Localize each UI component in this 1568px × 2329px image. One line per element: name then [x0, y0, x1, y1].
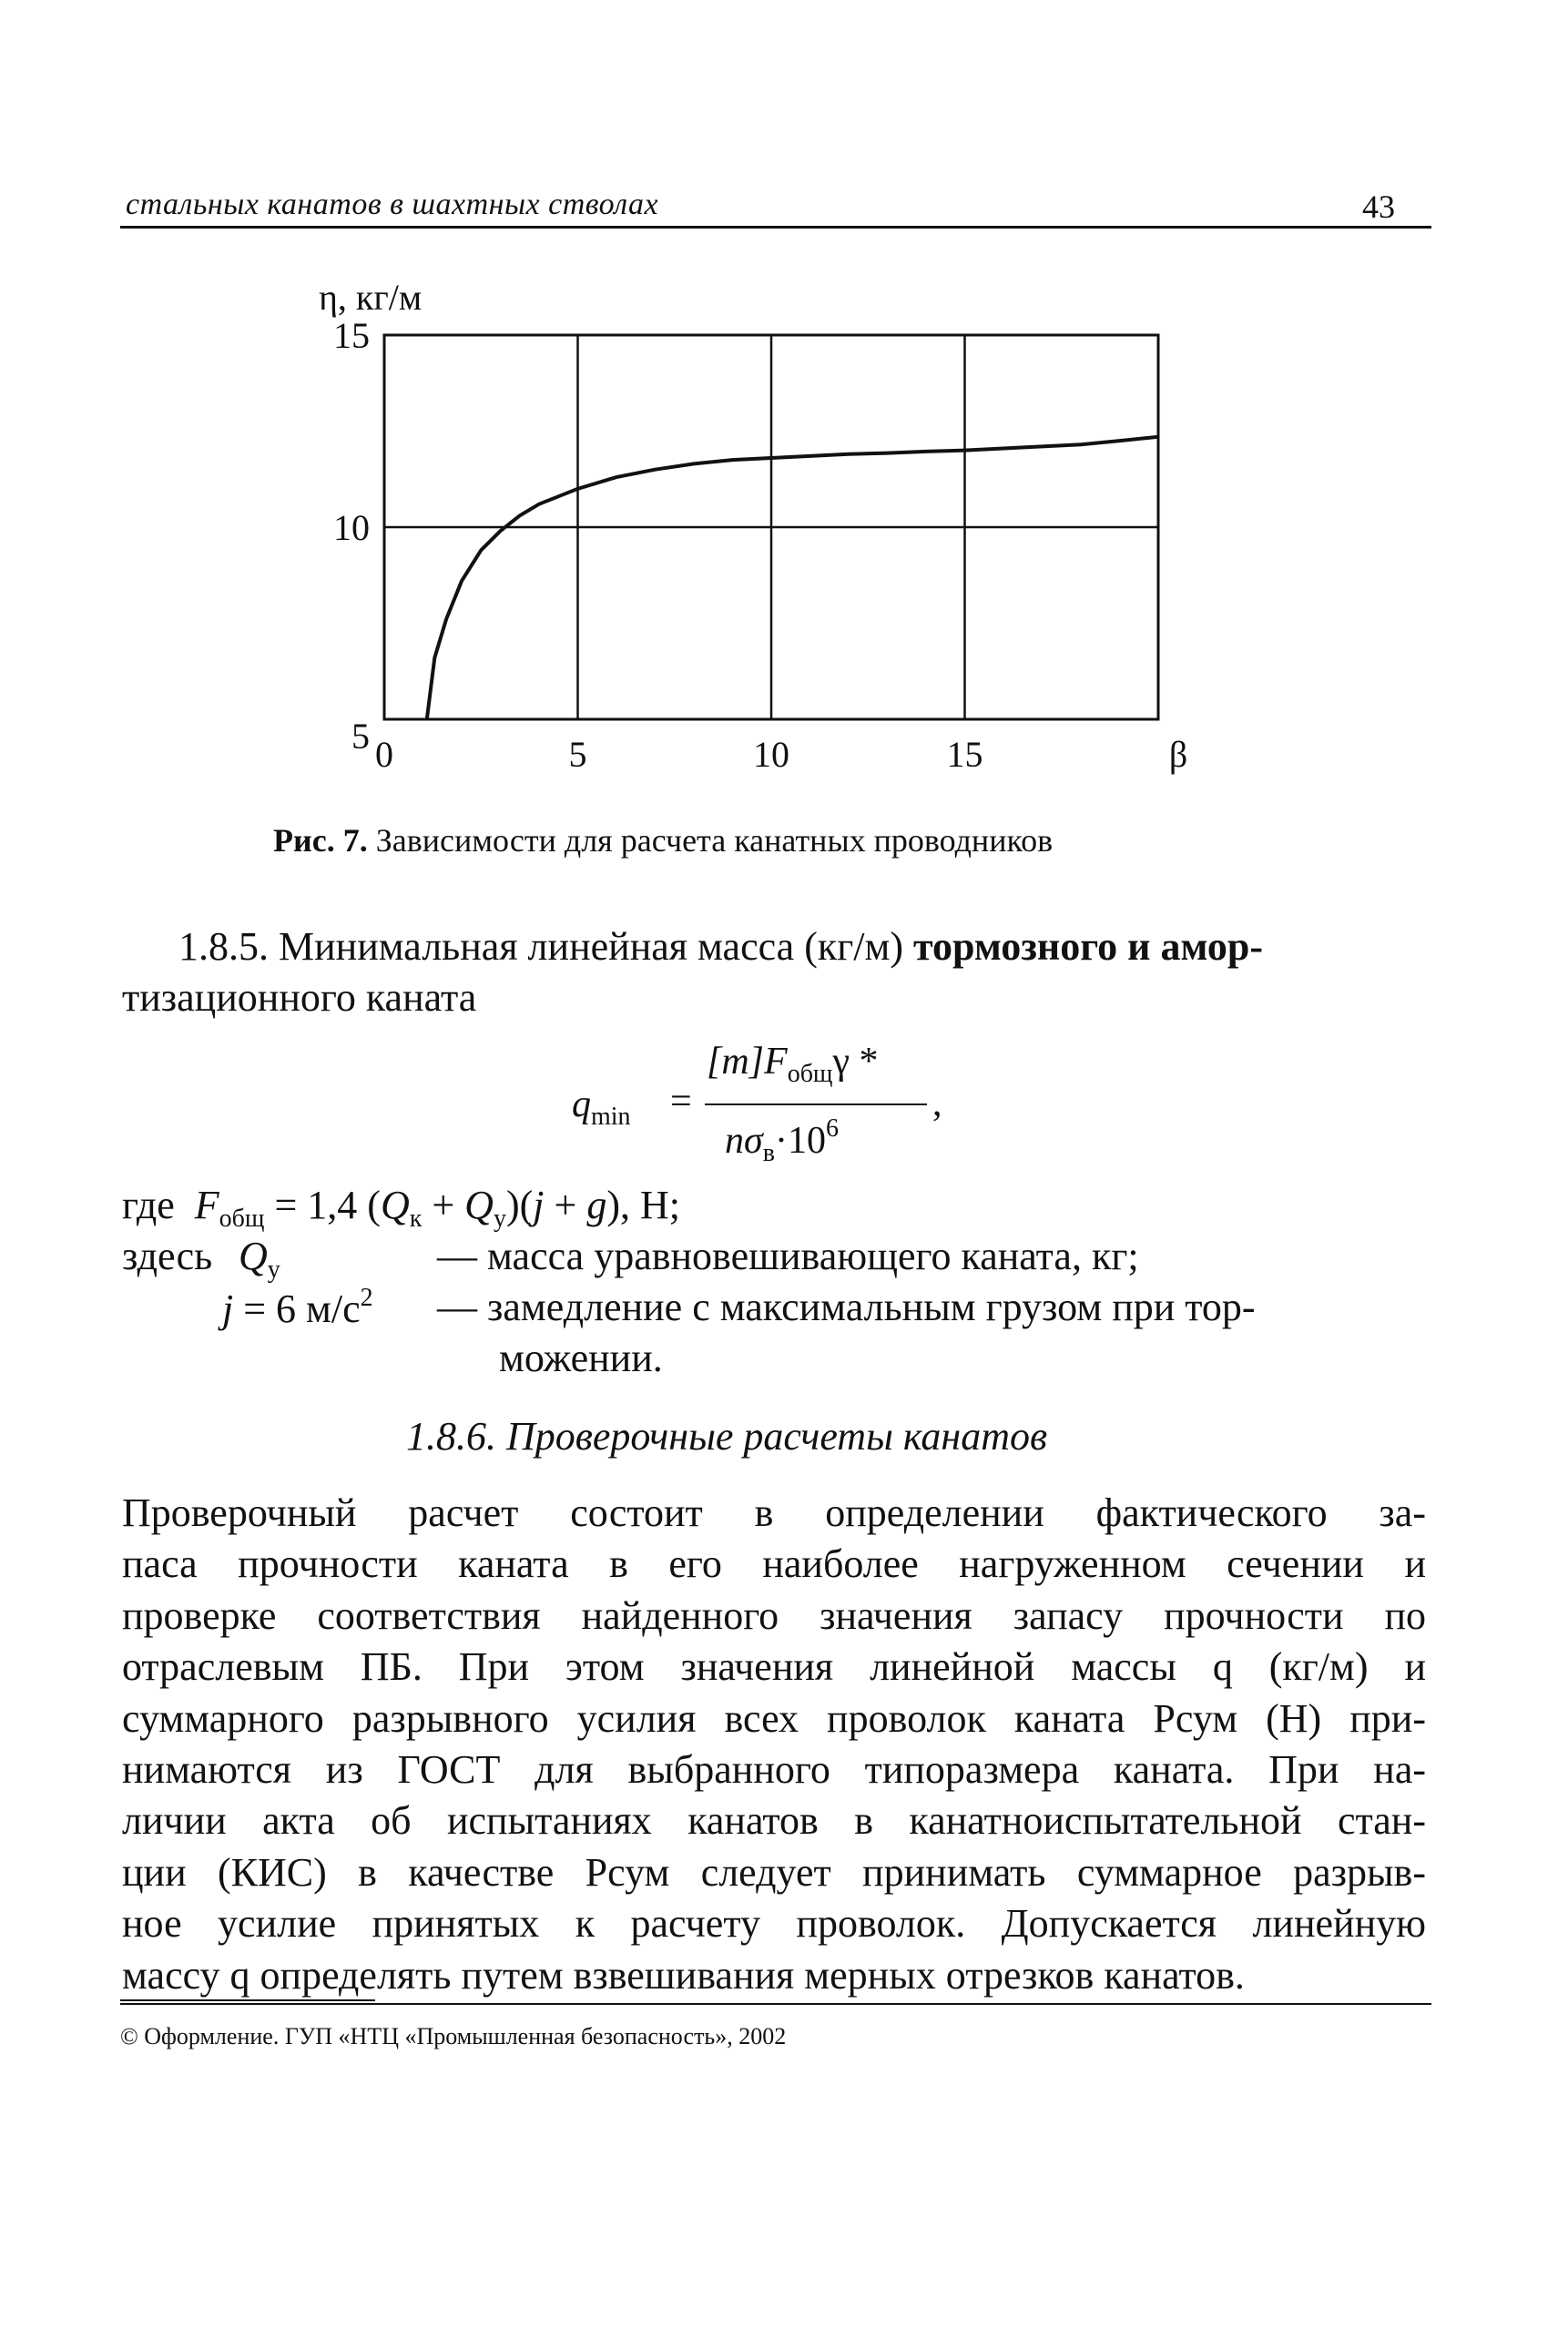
- body-line: проверке соответствия найденного значения запасу прочности по: [122, 1592, 1426, 1638]
- qy-sub: у: [267, 1256, 280, 1284]
- formula-num-sub: общ: [787, 1060, 833, 1088]
- where-f: F: [194, 1183, 219, 1227]
- running-head: стальных канатов в шахтных стволах: [126, 188, 659, 221]
- x-tick-label: 0: [375, 734, 393, 775]
- y-tick-label: 10: [333, 507, 370, 548]
- x-tick-label: 15: [946, 734, 983, 775]
- where-rest-a: = 1,4 (: [264, 1183, 381, 1227]
- section-185-line1-normal: 1.8.5. Минимальная линейная масса (кг/м): [178, 924, 913, 969]
- formula-lhs-q: q: [572, 1083, 591, 1125]
- y-axis-label: η, кг/м: [319, 277, 423, 318]
- body-line: паса прочности каната в его наиболее нагруженном сечении и: [122, 1541, 1426, 1587]
- section-186-body: [122, 1488, 1426, 2001]
- formula-num-a: [m]F: [707, 1041, 788, 1083]
- definition-j-desc2: можении.: [499, 1336, 663, 1380]
- where-rest-c: ), Н;: [606, 1183, 680, 1227]
- formula-numerator: [707, 1040, 879, 1089]
- footer-rule-short: [120, 1999, 375, 2001]
- section-185-heading: [178, 921, 1426, 971]
- header-rule: [120, 226, 1431, 229]
- formula-num-b: γ *: [832, 1041, 879, 1083]
- definition-j: [222, 1284, 373, 1332]
- series-line: [427, 437, 1158, 719]
- footer-rule: [120, 2003, 1431, 2005]
- formula-denominator: [725, 1114, 839, 1168]
- definition-where: [122, 1182, 680, 1234]
- where-plus: +: [422, 1183, 465, 1227]
- figure-caption-label: Рис. 7.: [273, 822, 368, 859]
- formula-equals: =: [670, 1081, 692, 1123]
- j-sup: 2: [360, 1284, 373, 1312]
- formula-lhs: [572, 1083, 631, 1132]
- where-f-sub: общ: [219, 1205, 265, 1233]
- formula-lhs-sub: min: [591, 1103, 631, 1131]
- body-line: личии акта об испытаниях канатов в канатноиспытательной стан-: [122, 1798, 1426, 1844]
- qy-symbol: Q: [239, 1234, 268, 1278]
- j-rest: = 6 м/с: [233, 1287, 361, 1331]
- j-symbol: j: [222, 1287, 234, 1331]
- definition-qy-desc: — масса уравновешивающего каната, кг;: [437, 1234, 1139, 1278]
- where-g: g: [586, 1183, 607, 1227]
- definition-qy: [239, 1233, 280, 1285]
- section-186-heading: 1.8.6. Проверочные расчеты канатов: [406, 1414, 1048, 1459]
- formula-fraction-bar: [705, 1103, 927, 1105]
- where-plus2: +: [544, 1183, 587, 1227]
- y-tick-label: 15: [333, 315, 370, 356]
- definition-here-word: здесь: [122, 1234, 213, 1278]
- where-q: Q: [380, 1183, 410, 1227]
- figure-chart: [300, 273, 1257, 801]
- figure-caption: [273, 821, 1053, 859]
- section-185-line2: тизационного каната: [122, 975, 477, 1020]
- where-word: где: [122, 1183, 175, 1227]
- formula-trail: ,: [932, 1083, 942, 1124]
- body-line: ное усилие принятых к расчету проволок. Допускается линейную: [122, 1901, 1426, 1947]
- where-rest-b: )(: [505, 1183, 534, 1227]
- where-q-sub: к: [409, 1205, 423, 1233]
- body-line: отраслевым ПБ. При этом значения линейной массы q (кг/м) и: [122, 1644, 1426, 1690]
- formula-qmin: [572, 1040, 954, 1176]
- body-line: суммарного разрывного усилия всех проволок каната Pсум (Н) при-: [122, 1695, 1426, 1741]
- x-tick-label: 5: [568, 734, 587, 775]
- y-tick-label: 5: [351, 716, 370, 757]
- footer-copyright: © Оформление. ГУП «НТЦ «Промышленная безопасность», 2002: [120, 2023, 787, 2049]
- definition-j-desc: — замедление с максимальным грузом при тор-: [437, 1285, 1256, 1329]
- formula-den-b: ·10: [774, 1120, 826, 1162]
- formula-den-a: nσ: [725, 1120, 763, 1162]
- x-tick-label: 10: [753, 734, 789, 775]
- where-q2: Q: [464, 1183, 494, 1227]
- body-line: Проверочный расчет состоит в определении фактического за-: [122, 1490, 1426, 1535]
- figure-caption-text: Зависимости для расчета канатных проводников: [367, 822, 1054, 859]
- formula-den-sup: 6: [825, 1114, 839, 1143]
- where-q2-sub: у: [493, 1205, 506, 1233]
- x-axis-label: β: [1168, 734, 1188, 775]
- body-line: массу q определять путем взвешивания мерных отрезков канатов.: [122, 1952, 1245, 1998]
- where-j: j: [533, 1183, 545, 1227]
- section-185-line1-bold: тормозного и амор-: [913, 924, 1264, 969]
- page-number: 43: [1362, 188, 1395, 225]
- body-line: нимаются из ГОСТ для выбранного типоразмера каната. При на-: [122, 1747, 1426, 1793]
- formula-den-sub: в: [762, 1139, 775, 1167]
- body-line: ции (КИС) в качестве Pсум следует принимать суммарное разрыв-: [122, 1849, 1426, 1895]
